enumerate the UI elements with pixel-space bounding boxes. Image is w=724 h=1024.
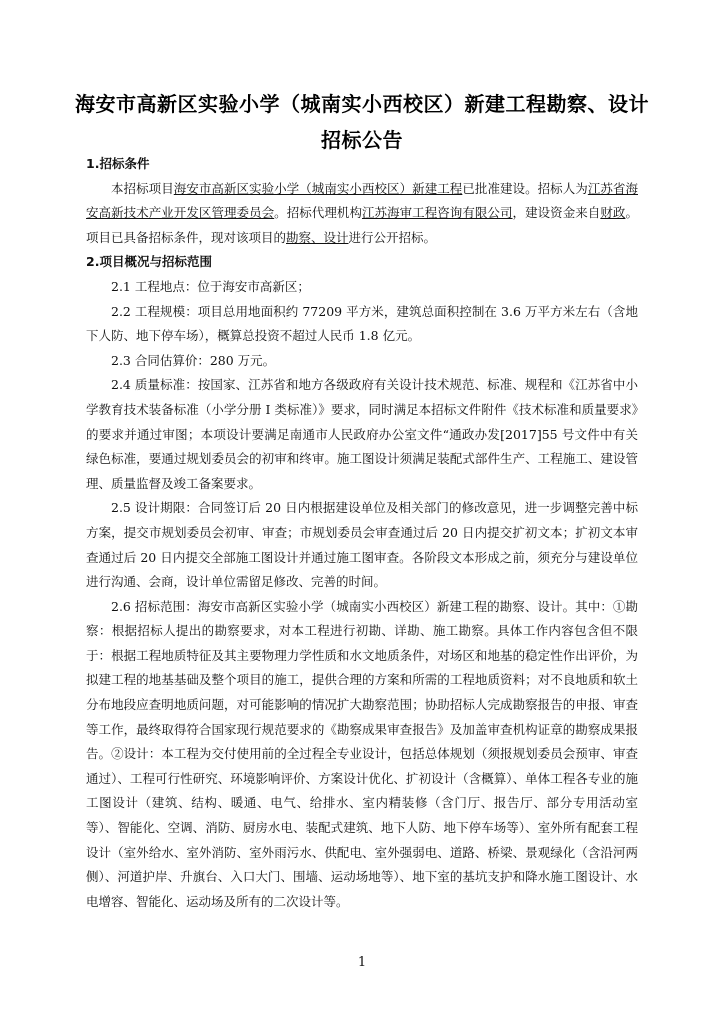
agent-name: 江苏海审工程咨询有限公司 — [361, 205, 513, 221]
text-run: 进行公开招标。 — [348, 229, 437, 245]
item-quality-standard: 2.4 质量标准：按国家、江苏省和地方各级政府有关设计技术规范、标准、规程和《江苏省中小学教育技术装备标准（小学分册 I 类标准）》要求，同时满足本招标文件附件《技术标准和质量要求》的要求并通过审图；本项设计要满足南通市人民政府办公室文件“通政办发[2017]55 号文件中有关绿色标准，要通过规划委员会的初审和终审。施工图设计须满足装配式部件生产、工程施工、建设管理、质量监督及竣工备案要求。 — [86, 377, 638, 491]
project-name: 海安市高新区实验小学（城南实小西校区）新建工程 — [173, 180, 463, 196]
fund-source: 财政 — [600, 205, 626, 221]
text-run: 已批准建设。招标人为 — [462, 180, 588, 196]
item-tender-scope: 2.6 招标范围：海安市高新区实验小学（城南实小西校区）新建工程的勘察、设计。其中：①勘察：根据招标人提出的勘察要求，对本工程进行初勘、详勘、施工勘察。具体工作内容包含但不限于：根据工程地质特征及其主要物理力学性质和水文地质条件，对场区和地基的稳定性作出评价，为拟建工程的地基基础及整个项目的施工，提供合理的方案和所需的工程地质资料；对不良地质和软土分布地段应查明地质问题，对可能影响的情况扩大勘察范围；协助招标人完成勘察报告的申报、审查等工作，最终取得符合国家现行规范要求的《勘察成果审查报告》及加盖审查机构证章的勘察成果报告。②设计：本工程为交付使用前的全过程全专业设计，包括总体规划（须报规划委员会预审、审查通过）、工程可行性研究、环境影响评价、方案设计优化、扩初设计（含概算）、单体工程各专业的施工图设计（建筑、结构、暖通、电气、给排水、室内精装修（含门厅、报告厅、部分专用活动室等）、智能化、空调、消防、厨房水电、装配式建筑、地下人防、地下停车场等）、室外所有配套工程设计（室外给水、室外消防、室外雨污水、供配电、室外强弱电、道路、桥梁、景观绿化（含沿河两侧）、河道护岸、升旗台、入口大门、围墙、运动场地等）、地下室的基坑支护和降水施工图设计、水电增容、智能化、运动场及所有的二次设计等。 — [86, 598, 638, 909]
text-run: 。招标代理机构 — [274, 205, 362, 221]
text-run: ，建设资金来自 — [512, 205, 601, 221]
item-location: 2.1 工程地点：位于海安市高新区； — [111, 278, 310, 294]
tenderer-name: 江苏省海安高新技术产业开发区管理委员会 — [86, 180, 638, 221]
item-design-period: 2.5 设计期限：合同签订后 20 日内根据建设单位及相关部门的修改意见，进一步调整完善中标方案，提交市规划委员会初审、审查；市规划委员会审查通过后 20 日内提交扩初文本；扩初文本审查通过后 20 日内提交全部施工图设计并通过施工图审查。各阶段文本形成之前，须充分与建设单位进行沟通、会商，设计单位需留足修改、完善的时间。 — [86, 500, 638, 590]
page-subtitle: 招标公告 — [321, 128, 403, 152]
text-run: 本招标项目 — [111, 180, 174, 196]
page-number: 1 — [357, 955, 367, 970]
paragraph-tender-conditions — [86, 177, 638, 251]
item-contract-price: 2.3 合同估算价：280 万元。 — [111, 352, 276, 368]
document-body — [86, 152, 638, 914]
section-heading-1: 1.招标条件 — [86, 156, 150, 171]
tender-scope: 勘察、设计 — [286, 229, 349, 245]
page-title: 海安市高新区实验小学（城南实小西校区）新建工程勘察、设计 — [75, 92, 649, 116]
section-heading-2: 2.项目概况与招标范围 — [86, 254, 212, 270]
text-run: 。项目已具备招标条件，现对该项目的 — [86, 205, 638, 245]
item-scale: 2.2 工程规模：项目总用地面积约 77209 平方米，建筑总面积控制在 3.6 万平方米左右（含地下人防、地下停车场），概算总投资不超过人民币 1.8 亿元。 — [86, 303, 638, 344]
